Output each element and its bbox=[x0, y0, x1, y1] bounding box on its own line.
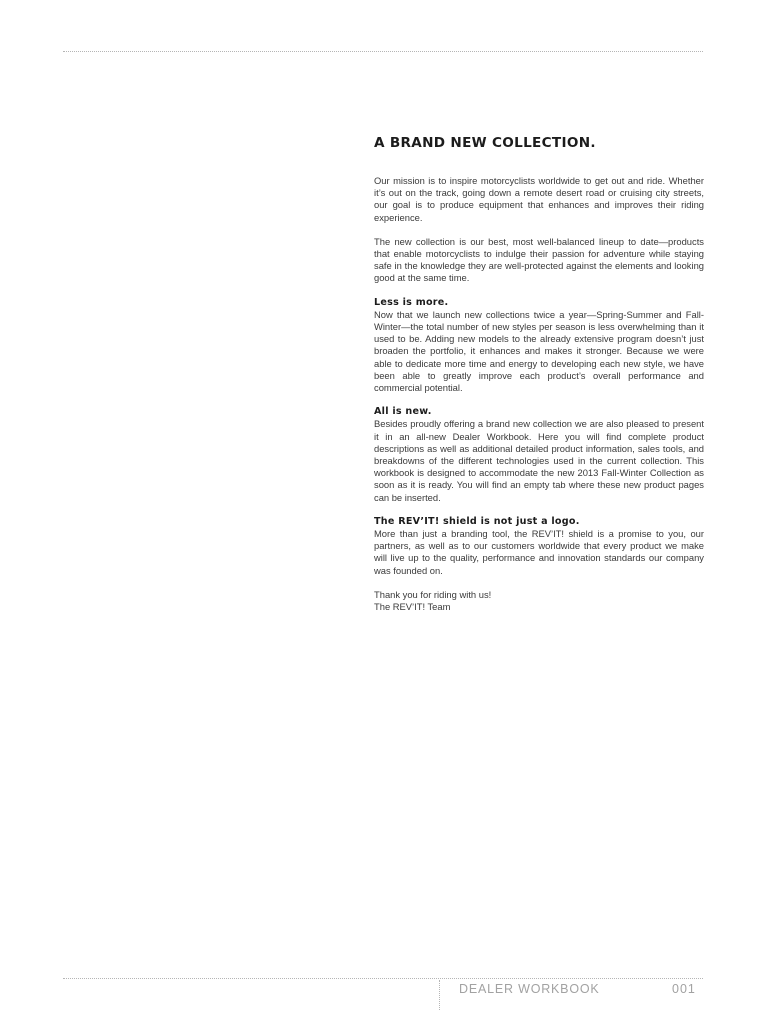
section-body: Now that we launch new collections twice a year—Spring-Summer and Fall-Winter—the total number of new styles per season is less overwhelming than it used to be. Adding new models to the already extensive program doesn’t just broaden the portfolio, it enhances and makes it stronger. Because we were able to dedicate more time and energy to developing each new style, we have been able to greatly improve each product’s overall performance and commercial potential. bbox=[374, 308, 704, 394]
bottom-dotted-rule bbox=[63, 978, 703, 979]
footer-label: DEALER WORKBOOK bbox=[459, 982, 600, 996]
top-dotted-rule bbox=[63, 51, 703, 52]
section-heading: All is new. bbox=[374, 406, 432, 418]
section-body: More than just a branding tool, the REV’IT! shield is a promise to you, our partners, as well as to our customers worldwide that every product we make will live up to the quality, performance and innovation standards our company was founded on. bbox=[374, 528, 704, 576]
section-less-is-more bbox=[374, 297, 704, 395]
closing bbox=[374, 589, 704, 613]
section-body: Besides proudly offering a brand new collection we are also pleased to present it in an all-new Dealer Workbook. Here you will find complete product descriptions as well as additional detailed product information, sales tools, and breakdowns of the different technologies used in the current collection. This workbook is designed to accommodate the new 2013 Fall-Winter Collection as soon as it is ready. You will find an empty tab where these new product pages can be inserted. bbox=[374, 418, 704, 503]
section-shield bbox=[374, 516, 704, 577]
closing-thanks: Thank you for riding with us! bbox=[374, 588, 492, 600]
intro-paragraph-1: Our mission is to inspire motorcyclists worldwide to get out and ride. Whether it’s out on the track, going down a remote desert road or cruising city streets, our goal is to produce equipment that enhances and improves their riding experience. bbox=[374, 175, 704, 223]
section-heading: The REV’IT! shield is not just a logo. bbox=[374, 515, 580, 527]
intro-paragraph-2: The new collection is our best, most well-balanced lineup to date—products that enable motorcyclists to indulge their passion for adventure while staying safe in the knowledge they are well-protected against the elements and looking good at the same time. bbox=[374, 235, 704, 284]
closing-signature: The REV’IT! Team bbox=[374, 601, 451, 613]
footer-separator bbox=[439, 980, 440, 1010]
section-all-is-new bbox=[374, 406, 704, 504]
article bbox=[374, 135, 704, 613]
section-heading: Less is more. bbox=[374, 296, 449, 308]
page-number: 001 bbox=[672, 982, 696, 996]
page-title: A BRAND NEW COLLECTION. bbox=[374, 135, 596, 151]
